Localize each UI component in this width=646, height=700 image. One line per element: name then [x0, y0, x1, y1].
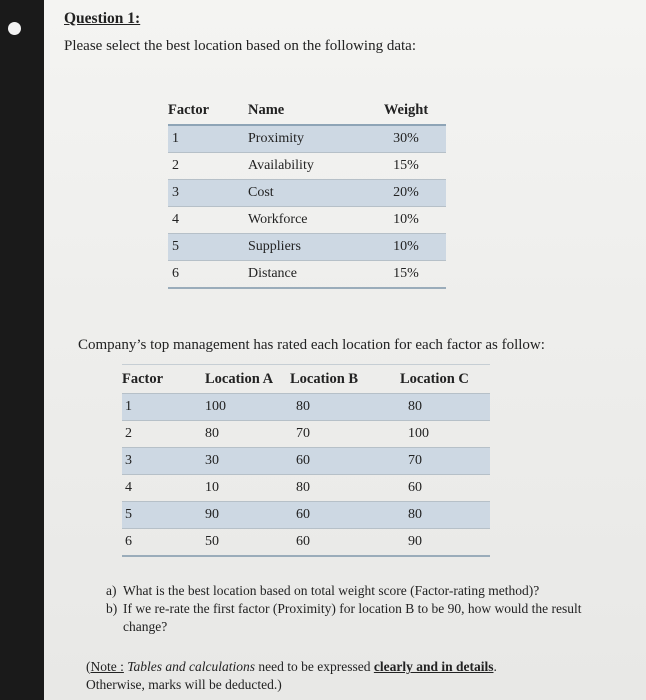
sub-question-a — [106, 582, 626, 600]
location-a-cell: 80 — [205, 421, 290, 448]
factor-cell: 5 — [168, 234, 248, 261]
edge-dot-decoration — [8, 22, 21, 35]
weight-cell: 20% — [366, 180, 446, 207]
location-a-cell: 100 — [205, 394, 290, 421]
sub-questions — [106, 582, 626, 636]
ratings-table — [122, 364, 490, 557]
weight-cell: 10% — [366, 234, 446, 261]
question-document — [44, 0, 646, 700]
question-title: Question 1: — [64, 10, 141, 27]
table-row — [168, 207, 446, 234]
note-label: Note : — [90, 659, 124, 674]
factor-cell: 2 — [122, 421, 205, 448]
note-emphasis: clearly and in details — [373, 659, 494, 674]
factor-cell: 4 — [168, 207, 248, 234]
location-c-cell: 80 — [382, 394, 490, 421]
location-b-cell: 60 — [290, 448, 382, 475]
weight-cell: 30% — [366, 125, 446, 153]
sub-question-b — [106, 600, 626, 636]
weight-cell: 15% — [366, 153, 446, 180]
weight-cell: 15% — [366, 261, 446, 289]
weights-table — [168, 96, 446, 289]
header-location-b: Location B — [290, 365, 382, 394]
table-row — [168, 125, 446, 153]
note-mid-text: need to be expressed — [258, 659, 371, 674]
name-cell: Suppliers — [248, 234, 366, 261]
factor-cell: 3 — [168, 180, 248, 207]
name-cell: Cost — [248, 180, 366, 207]
weight-cell: 10% — [366, 207, 446, 234]
location-a-cell: 10 — [205, 475, 290, 502]
table-row — [122, 394, 490, 421]
header-weight: Weight — [383, 101, 429, 118]
location-a-cell: 50 — [205, 529, 290, 557]
location-b-cell: 60 — [290, 529, 382, 557]
name-cell: Distance — [248, 261, 366, 289]
weights-table-header — [168, 96, 446, 125]
location-c-cell: 70 — [382, 448, 490, 475]
factor-cell: 6 — [168, 261, 248, 289]
factor-cell: 6 — [122, 529, 205, 557]
factor-cell: 1 — [168, 125, 248, 153]
sub-question-label: a) — [106, 583, 117, 598]
table-row — [168, 153, 446, 180]
factor-cell: 4 — [122, 475, 205, 502]
location-b-cell: 70 — [290, 421, 382, 448]
header-factor: Factor — [168, 101, 210, 118]
note-italic-text: Tables and calculations — [127, 659, 256, 674]
note-period: . — [493, 659, 497, 674]
table-row — [122, 421, 490, 448]
note-open-paren: ( — [86, 659, 91, 674]
ratings-intro: Company’s top management has rated each location for each factor as follow: — [78, 337, 545, 353]
location-c-cell: 100 — [382, 421, 490, 448]
table-row — [122, 502, 490, 529]
question-intro: Please select the best location based on the following data: — [64, 38, 416, 54]
factor-cell: 3 — [122, 448, 205, 475]
name-cell: Proximity — [248, 125, 366, 153]
factor-cell: 2 — [168, 153, 248, 180]
location-a-cell: 30 — [205, 448, 290, 475]
sub-question-text: What is the best location based on total weight score (Factor-rating method)? — [123, 583, 540, 598]
factor-cell: 1 — [122, 394, 205, 421]
table-row — [168, 180, 446, 207]
note-line2: Otherwise, marks will be deducted.) — [86, 677, 282, 692]
table-row — [122, 475, 490, 502]
name-cell: Workforce — [248, 207, 366, 234]
location-c-cell: 90 — [382, 529, 490, 557]
table-row — [122, 448, 490, 475]
location-b-cell: 80 — [290, 394, 382, 421]
header-name: Name — [248, 101, 285, 118]
table-row — [168, 261, 446, 289]
location-b-cell: 80 — [290, 475, 382, 502]
header-location-a: Location A — [205, 365, 290, 394]
sub-question-label: b) — [106, 601, 118, 616]
header-location-c: Location C — [382, 365, 490, 394]
location-a-cell: 90 — [205, 502, 290, 529]
header-factor: Factor — [122, 365, 205, 394]
location-c-cell: 60 — [382, 475, 490, 502]
note — [86, 658, 616, 694]
factor-cell: 5 — [122, 502, 205, 529]
sub-question-text: If we re-rate the first factor (Proximity) for location B to be 90, how would the result change? — [123, 601, 582, 634]
location-c-cell: 80 — [382, 502, 490, 529]
name-cell: Availability — [248, 153, 366, 180]
ratings-table-header — [122, 365, 490, 394]
location-b-cell: 60 — [290, 502, 382, 529]
table-row — [122, 529, 490, 557]
table-row — [168, 234, 446, 261]
